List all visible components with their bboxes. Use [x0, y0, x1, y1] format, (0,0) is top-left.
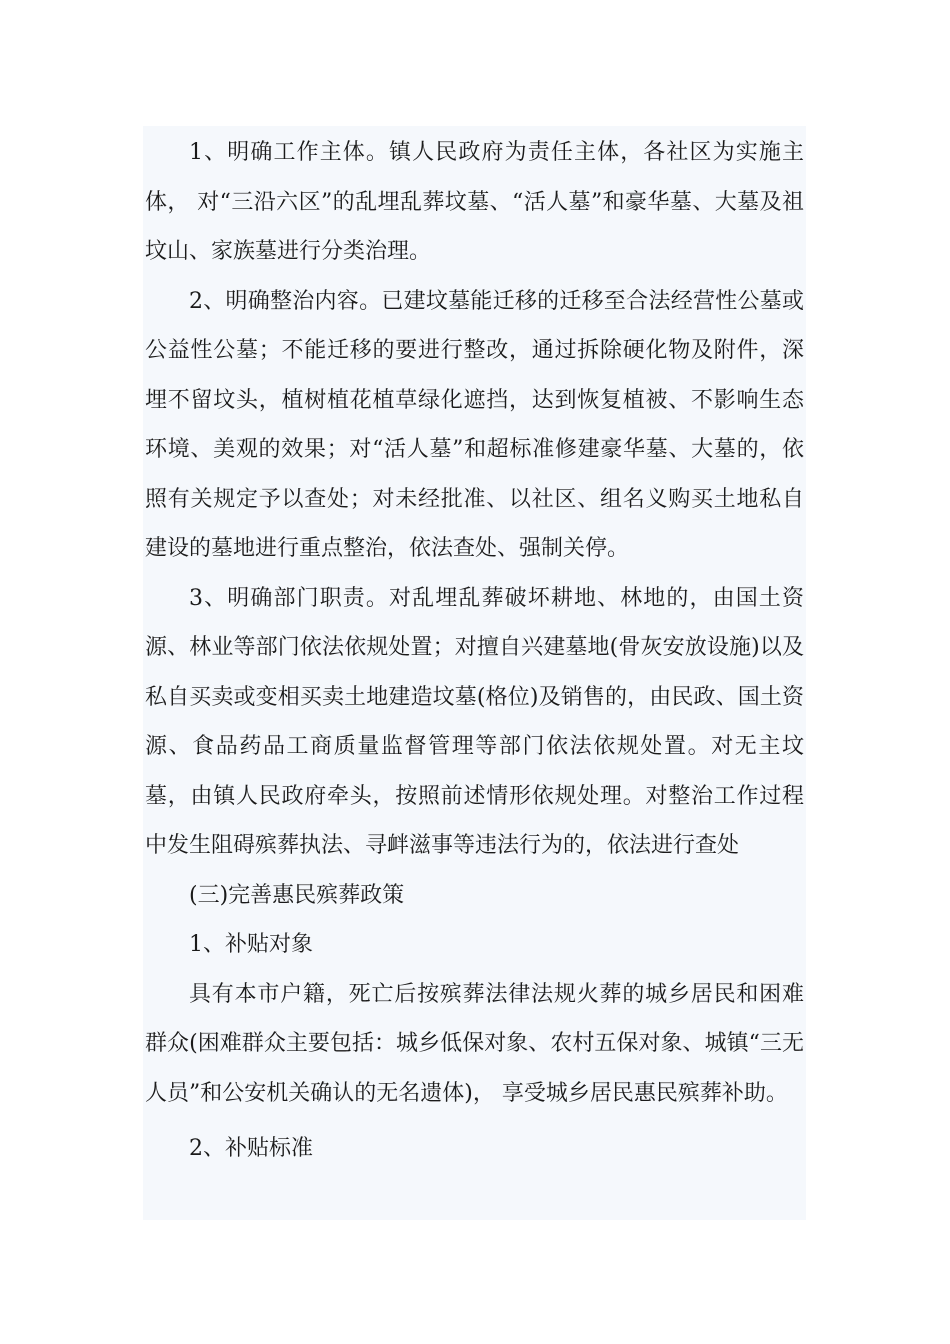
- paragraph-rectification-content: 2、明确整治内容。已建坟墓能迁移的迁移至合法经营性公墓或公益性公墓；不能迁移的要进行整改，通过拆除硬化物及附件，深埋不留坟头，植树植花植草绿化遮挡，达到恢复植被、不影响生态环境、美观的效果；对“活人墓”和超标准修建豪华墓、大墓的，依照有关规定予以查处；对未经批准、以社区、组名义购买土地私自建设的墓地进行重点整治，依法查处、强制关停。: [145, 288, 804, 561]
- subheading-subsidy-standard: 2、补贴标准: [189, 1136, 313, 1161]
- subheading-subsidy-targets: 1、补贴对象: [189, 932, 313, 957]
- section-heading-policy: (三)完善惠民殡葬政策: [189, 882, 405, 908]
- paragraph-subsidy-targets: 具有本市户籍，死亡后按殡葬法律法规火葬的城乡居民和困难群众(困难群众主要包括：城乡低保对象、农村五保对象、城镇“三无人员”和公安机关确认的无名遗体)， 享受城乡居民惠民殡葬补助。: [145, 981, 804, 1106]
- paragraph-department-duties: 3、明确部门职责。对乱埋乱葬破坏耕地、林地的，由国土资源、林业等部门依法依规处置；对擅自兴建墓地(骨灰安放设施)以及私自买卖或变相买卖土地建造坟墓(格位)及销售的，由民政、国土资源、食品药品工商质量监督管理等部门依法依规处置。对无主坟墓，由镇人民政府牵头，按照前述情形依规处理。对整治工作过程中发生阻碍殡葬执法、寻衅滋事等违法行为的，依法进行查处: [145, 585, 804, 858]
- paragraph-work-subject: 1、明确工作主体。镇人民政府为责任主体，各社区为实施主体， 对“三沿六区”的乱埋乱葬坟墓、“活人墓”和豪华墓、大墓及祖坟山、家族墓进行分类治理。: [145, 140, 804, 264]
- document-body: [143, 126, 806, 1220]
